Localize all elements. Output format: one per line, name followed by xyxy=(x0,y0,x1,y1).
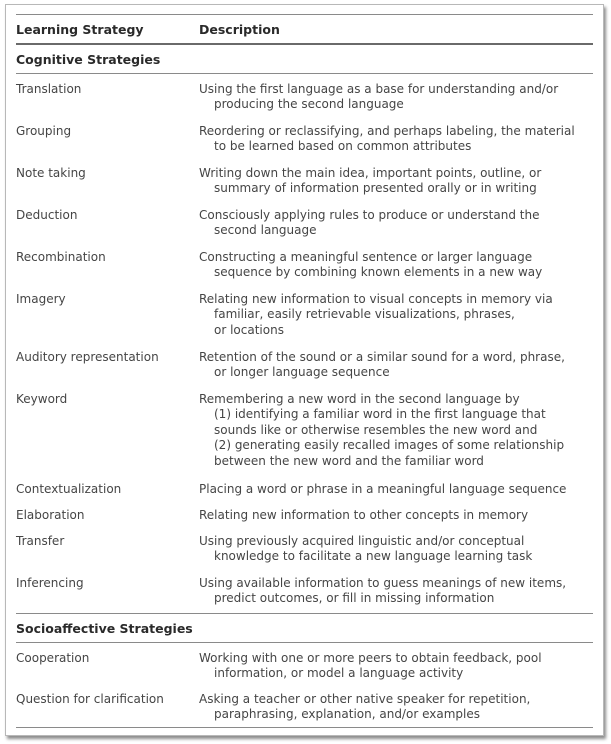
header-rule xyxy=(16,43,593,45)
section-rule xyxy=(16,642,593,643)
strategy-description xyxy=(199,692,594,723)
strategy-term: Note taking xyxy=(16,166,86,180)
section-rule xyxy=(16,73,593,74)
strategy-term: Grouping xyxy=(16,124,72,138)
strategy-description xyxy=(199,392,594,469)
description-line: Relating new information to visual concepts in memory via xyxy=(199,292,553,306)
description-line: predict outcomes, or fill in missing information xyxy=(214,591,495,606)
description-line: familiar, easily retrievable visualizations, phrases, xyxy=(214,307,515,322)
strategy-description xyxy=(199,124,594,155)
strategy-table xyxy=(5,4,604,736)
strategy-description xyxy=(199,482,594,497)
description-line: Remembering a new word in the second language by xyxy=(199,392,520,406)
description-line: sequence by combining known elements in a new way xyxy=(214,265,543,280)
description-line: Working with one or more peers to obtain feedback, pool xyxy=(199,651,542,665)
strategy-term: Recombination xyxy=(16,250,106,264)
description-line: between the new word and the familiar word xyxy=(214,453,484,468)
description-line: knowledge to facilitate a new language learning task xyxy=(214,549,533,564)
strategy-term: Cooperation xyxy=(16,651,90,665)
strategy-term: Inferencing xyxy=(16,576,84,590)
description-line: paraphrasing, explanation, and/or examples xyxy=(214,707,480,722)
description-line: Asking a teacher or other native speaker for repetition, xyxy=(199,692,531,706)
description-line: (1) identifying a familiar word in the first language that xyxy=(214,407,546,422)
description-line: or locations xyxy=(214,322,284,337)
strategy-description xyxy=(199,250,594,281)
strategy-term: Keyword xyxy=(16,392,68,406)
strategy-term: Auditory representation xyxy=(16,350,159,364)
strategy-term: Elaboration xyxy=(16,508,85,522)
strategy-term: Contextualization xyxy=(16,482,122,496)
strategy-description xyxy=(199,82,594,113)
bottom-rule xyxy=(16,727,593,728)
strategy-description xyxy=(199,534,594,565)
strategy-term: Translation xyxy=(16,82,82,96)
strategy-term: Transfer xyxy=(16,534,65,548)
strategy-term: Question for clarification xyxy=(16,692,164,706)
description-line: to be learned based on common attributes xyxy=(214,139,472,154)
description-line: sounds like or otherwise resembles the new word and xyxy=(214,422,538,437)
strategy-description xyxy=(199,651,594,682)
description-line: Retention of the sound or a similar sound for a word, phrase, xyxy=(199,350,565,364)
description-line: summary of information presented orally or in writing xyxy=(214,181,537,196)
strategy-description xyxy=(199,508,594,523)
strategy-description xyxy=(199,166,594,197)
description-line: Using previously acquired linguistic and/or conceptual xyxy=(199,534,525,548)
description-line: Placing a word or phrase in a meaningful language sequence xyxy=(199,482,567,496)
strategy-description xyxy=(199,576,594,607)
description-line: Reordering or reclassifying, and perhaps labeling, the material xyxy=(199,124,575,138)
section-title-cognitive: Cognitive Strategies xyxy=(16,52,161,67)
top-rule xyxy=(16,14,593,15)
strategy-term: Imagery xyxy=(16,292,66,306)
description-line: second language xyxy=(214,223,317,238)
description-line: or longer language sequence xyxy=(214,365,390,380)
strategy-description xyxy=(199,350,594,381)
description-line: Using the first language as a base for understanding and/or xyxy=(199,82,559,96)
section-rule xyxy=(16,613,593,614)
section-title-socioaffective: Socioaffective Strategies xyxy=(16,621,193,636)
strategy-description xyxy=(199,292,594,338)
strategy-term: Deduction xyxy=(16,208,78,222)
description-line: producing the second language xyxy=(214,97,404,112)
description-line: Relating new information to other concepts in memory xyxy=(199,508,529,522)
description-line: Constructing a meaningful sentence or larger language xyxy=(199,250,533,264)
description-line: information, or model a language activity xyxy=(214,666,464,681)
column-header-description: Description xyxy=(199,22,280,37)
description-line: Using available information to guess meanings of new items, xyxy=(199,576,567,590)
description-line: (2) generating easily recalled images of some relationship xyxy=(214,438,565,453)
column-header-learning-strategy: Learning Strategy xyxy=(16,22,144,37)
strategy-description xyxy=(199,208,594,239)
description-line: Writing down the main idea, important points, outline, or xyxy=(199,166,542,180)
description-line: Consciously applying rules to produce or understand the xyxy=(199,208,540,222)
